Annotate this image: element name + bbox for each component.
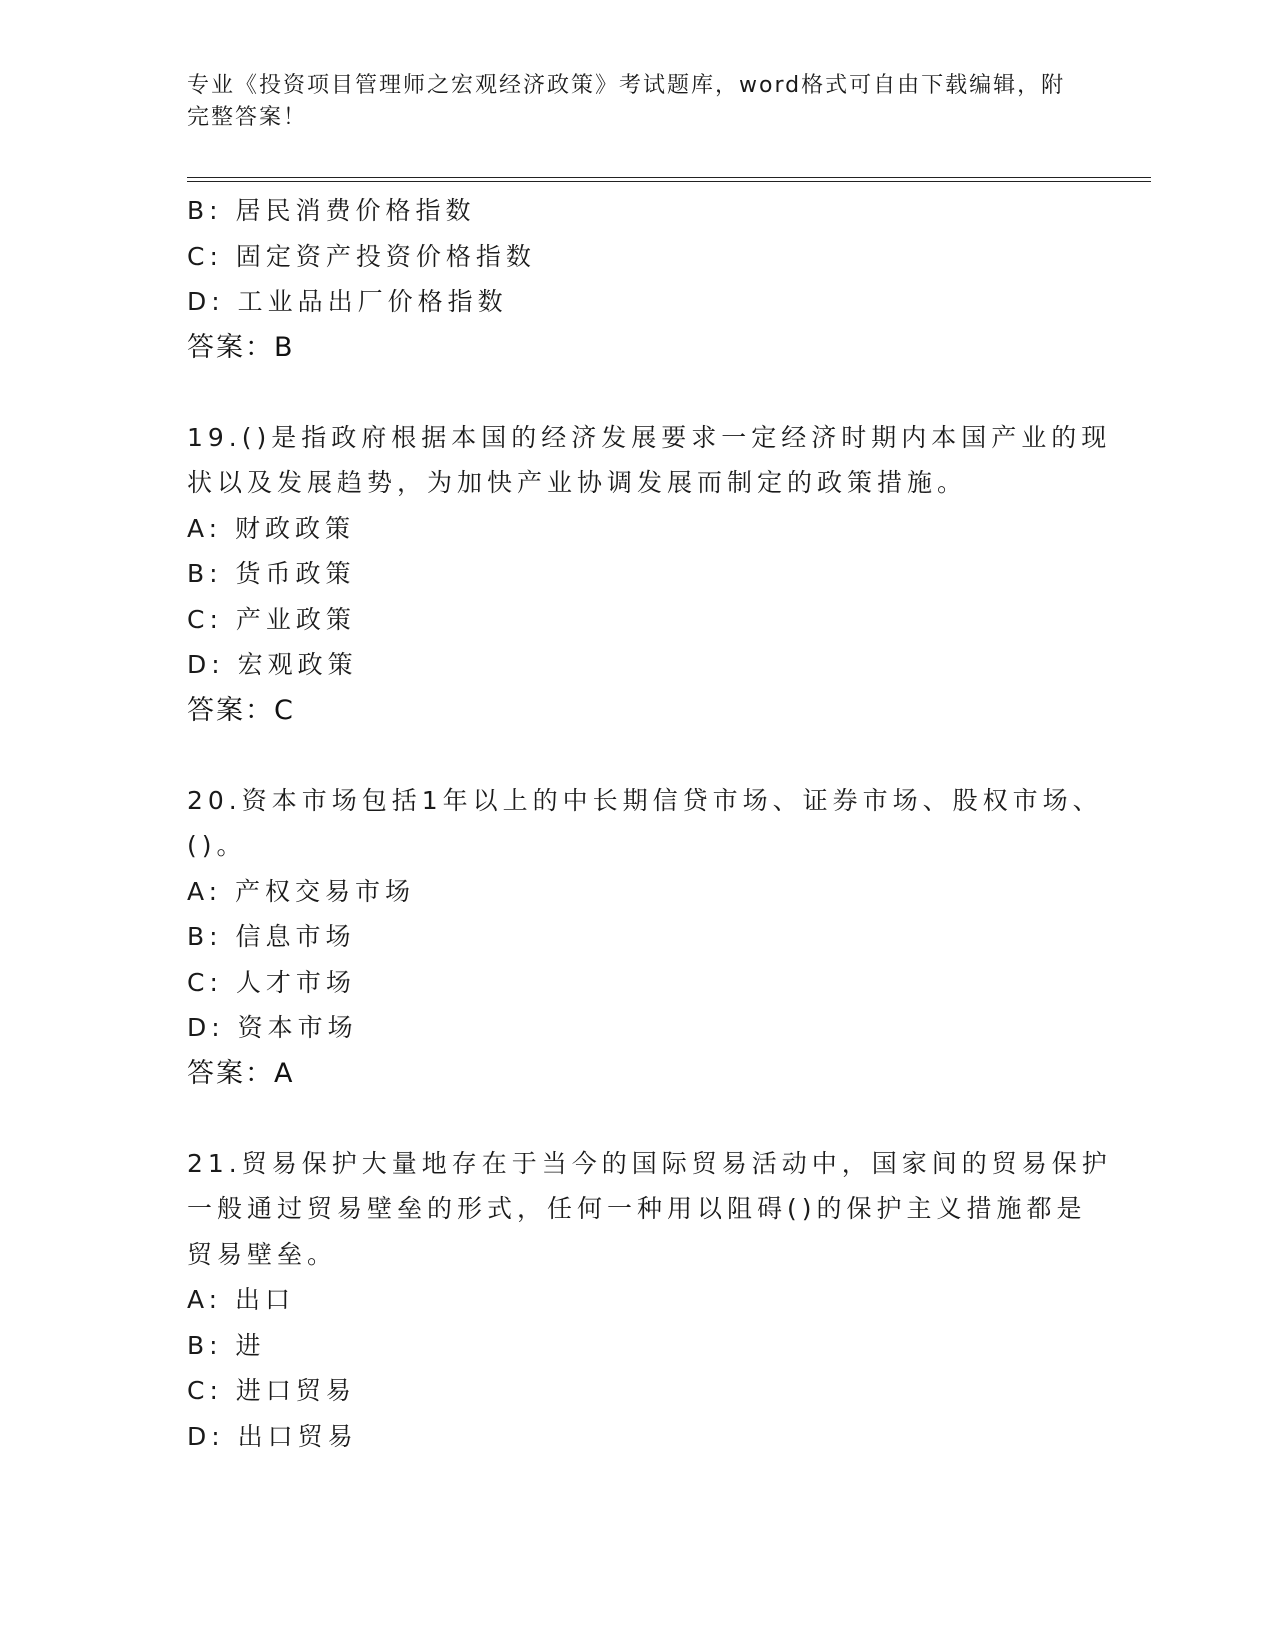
option-b: B: 货币政策 <box>187 559 356 588</box>
option-d: D: 工业品出厂价格指数 <box>187 287 508 316</box>
answer: 答案：A <box>187 1057 295 1089</box>
question-text-line: 一般通过贸易壁垒的形式，任何一种用以阻碍()的保护主义措施都是 <box>187 1194 1087 1223</box>
option-a: A: 财政政策 <box>187 513 356 543</box>
option-a: A: 产权交易市场 <box>187 876 416 906</box>
question-20 <box>187 778 1103 1097</box>
option-c: C: 固定资产投资价格指数 <box>187 241 536 271</box>
option-a: A: 出口 <box>187 1285 296 1314</box>
question-text-line: 状以及发展趋势，为加快产业协调发展而制定的政策措施。 <box>187 468 968 497</box>
question-text-line: 19.()是指政府根据本国的经济发展要求一定经济时期内本国产业的现 <box>187 422 1112 452</box>
question-18 <box>187 188 1087 371</box>
answer: 答案：B <box>187 331 295 363</box>
option-b: B: 进 <box>187 1330 266 1360</box>
option-d: D: 宏观政策 <box>187 650 358 679</box>
header-rule-top <box>187 177 1151 178</box>
option-c: C: 产业政策 <box>187 604 356 634</box>
option-c: C: 进口贸易 <box>187 1376 356 1405</box>
question-19 <box>187 415 1112 734</box>
option-d: D: 资本市场 <box>187 1013 358 1042</box>
question-text-line: 20.资本市场包括1年以上的中长期信贷市场、证券市场、股权市场、 <box>187 785 1103 815</box>
option-d: D: 出口贸易 <box>187 1421 358 1451</box>
spacer <box>187 734 1087 778</box>
question-text-line: 21.贸易保护大量地存在于当今的国际贸易活动中，国家间的贸易保护 <box>187 1148 1112 1178</box>
question-text-line: 贸易壁垒。 <box>187 1239 338 1269</box>
option-c: C: 人才市场 <box>187 967 356 997</box>
answer: 答案：C <box>187 694 295 726</box>
option-b: B: 信息市场 <box>187 922 356 951</box>
header-rule-bottom <box>187 181 1151 182</box>
question-content <box>187 188 1112 1459</box>
option-b: B: 居民消费价格指数 <box>187 196 476 225</box>
document-header: 专业《投资项目管理师之宏观经济政策》考试题库，word格式可自由下载编辑，附完整答案！ <box>187 73 1066 130</box>
question-21 <box>187 1141 1112 1460</box>
question-text-line: ()。 <box>187 831 247 860</box>
spacer <box>187 1097 1087 1141</box>
spacer <box>187 371 1087 415</box>
